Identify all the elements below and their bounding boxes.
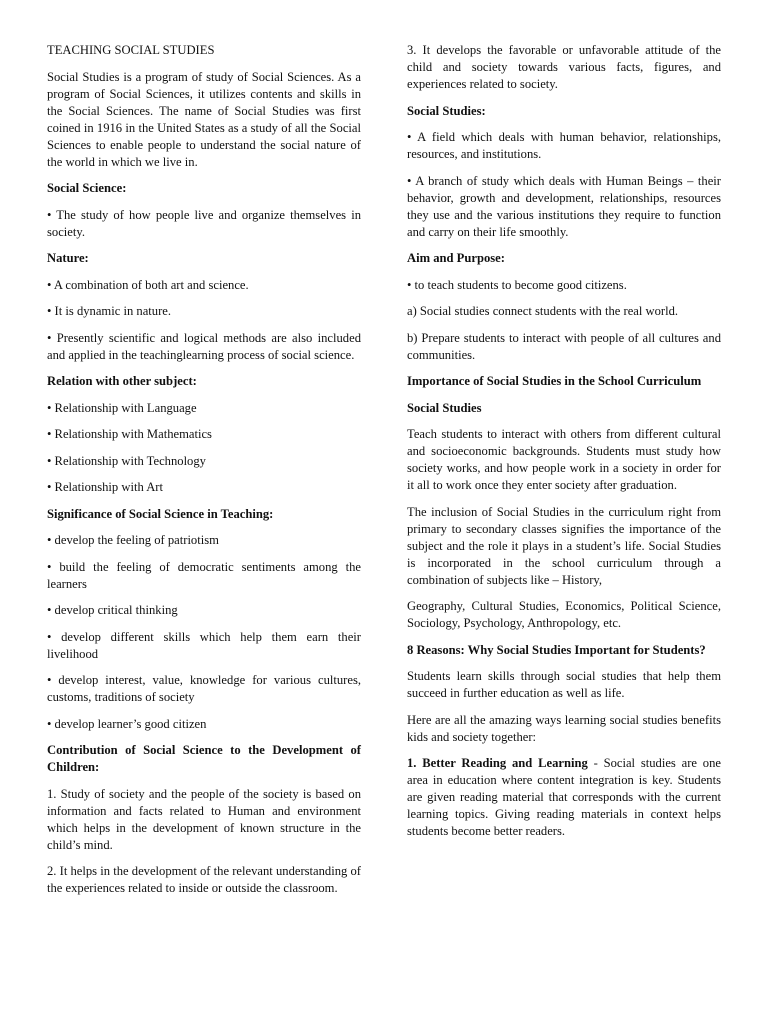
importance-paragraph: Teach students to interact with others from different cultural and socioeconomic backgrounds. Students must study how society works, and how people work in a society in order for it all to work once they enter society after graduation.	[407, 427, 721, 492]
social-studies-heading: Social Studies:	[407, 103, 486, 118]
significance-item: • develop critical thinking	[47, 603, 178, 617]
reasons-paragraph: Students learn skills through social studies that help them succeed in further education as well as life.	[407, 669, 721, 700]
social-science-heading: Social Science:	[47, 181, 127, 195]
nature-heading: Nature:	[47, 251, 89, 265]
aim-item: a) Social studies connect students with the real world.	[407, 304, 679, 318]
reasons-paragraph: Here are all the amazing ways learning social studies benefits kids and society together:	[407, 712, 721, 744]
reason-1-paragraph	[407, 755, 721, 840]
significance-item: • develop learner’s good citizen	[47, 716, 207, 731]
relation-item: • Relationship with Technology	[47, 453, 206, 468]
reason-1-title: 1. Better Reading and Learning	[407, 756, 588, 770]
importance-paragraph: Geography, Cultural Studies, Economics, Political Science, Sociology, Psychology, Anthropology, etc.	[407, 599, 721, 630]
document-title: TEACHING SOCIAL STUDIES	[47, 43, 215, 57]
nature-item: • A combination of both art and science.	[47, 277, 249, 292]
contribution-item: 1. Study of society and the people of the society is based on information and facts related to Human and environment which helps in the development of known structure in the child’s mind.	[47, 786, 361, 852]
significance-item: • build the feeling of democratic sentiments among the learners	[47, 559, 361, 591]
significance-heading: Significance of Social Science in Teaching:	[47, 506, 274, 521]
contribution-item: 3. It develops the favorable or unfavorable attitude of the child and society towards various facts, figures, and experiences related to society.	[407, 43, 721, 91]
relation-item: • Relationship with Language	[47, 400, 197, 415]
importance-paragraph: The inclusion of Social Studies in the curriculum right from primary to secondary classes signifies the importance of the subject and the role it plays in a student’s life. Social Studies is incorporated in the school curriculum through a combination of subjects like – History,	[407, 504, 721, 587]
relation-item: • Relationship with Art	[47, 480, 163, 494]
left-column	[47, 42, 361, 907]
social-science-definition: • The study of how people live and organize themselves in society.	[47, 207, 361, 239]
nature-item: • Presently scientific and logical methods are also included and applied in the teachinglearning process of social science.	[47, 330, 361, 362]
relation-item: • Relationship with Mathematics	[47, 427, 212, 441]
social-studies-item: • A branch of study which deals with Human Beings – their behavior, growth and development, relationships, resources they use and the various institutions they require to function and carry on their life smoothly.	[407, 173, 721, 239]
relation-heading: Relation with other subject:	[47, 374, 197, 388]
reason-1-text: - Social studies are one area in education where content integration is key. Students are given reading material that corresponds with the current learning topics. Giving reading materials in context helps students become better readers.	[407, 756, 721, 838]
significance-item: • develop interest, value, knowledge for various cultures, customs, traditions of society	[47, 673, 361, 704]
social-studies-subheading: Social Studies	[407, 400, 482, 415]
aim-item: b) Prepare students to interact with people of all cultures and communities.	[407, 330, 721, 362]
aim-item: • to teach students to become good citizens.	[407, 277, 627, 292]
social-studies-item: • A field which deals with human behavior, relationships, resources, and institutions.	[407, 130, 721, 161]
contribution-heading: Contribution of Social Science to the Development of Children:	[47, 743, 361, 774]
reasons-heading: 8 Reasons: Why Social Studies Important for Students?	[407, 642, 706, 657]
significance-item: • develop the feeling of patriotism	[47, 533, 219, 547]
significance-item: • develop different skills which help them earn their livelihood	[47, 629, 361, 661]
right-column	[407, 42, 721, 850]
aim-heading: Aim and Purpose:	[407, 251, 505, 265]
nature-item: • It is dynamic in nature.	[47, 304, 172, 318]
intro-paragraph: Social Studies is a program of study of Social Sciences. As a program of Social Sciences, it utilizes contents and skills in the Social Sciences. The name of Social Studies was first coined in 1916 in the United States as a study of all the Social Sciences to enable people to understand the social nature of the world in which we live in.	[47, 69, 361, 169]
importance-heading: Importance of Social Studies in the School Curriculum	[407, 374, 702, 388]
contribution-item: 2. It helps in the development of the relevant understanding of the experiences related to inside or outside the classroom.	[47, 864, 361, 895]
